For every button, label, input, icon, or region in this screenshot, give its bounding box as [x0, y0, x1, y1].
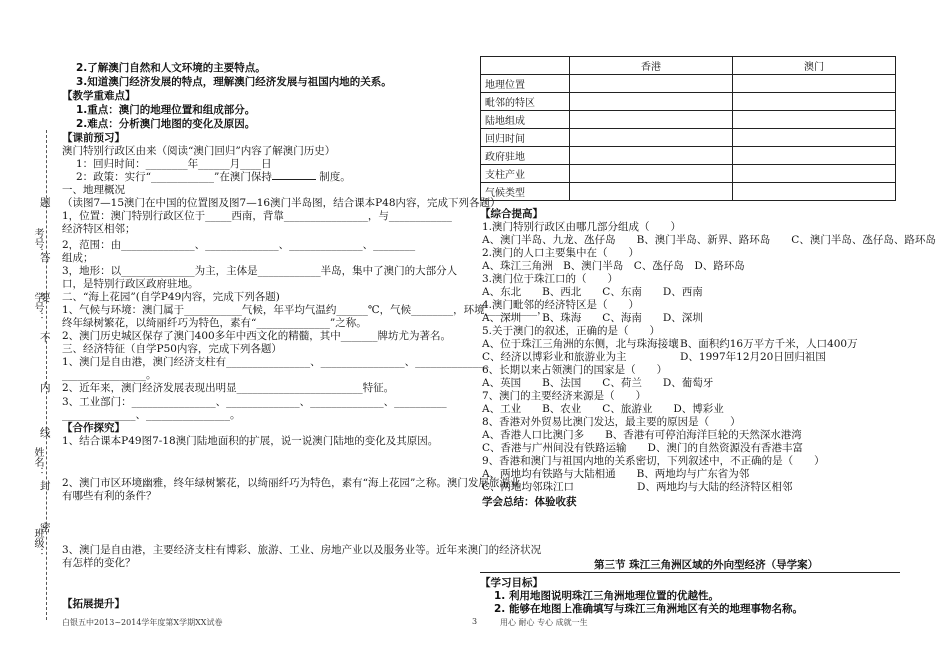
row-label: 回归时间 — [481, 129, 570, 147]
quiz-q1: 1.澳门特别行政区由哪几部分组成（ ） — [482, 221, 682, 233]
study-goal-1: 1. 利用地图说明珠江三角洲地理位置的优越性。 — [494, 590, 719, 602]
divider — [480, 572, 900, 573]
quiz-q5-option-c: C、经济以博彩业和旅游业为主 — [482, 351, 627, 363]
seal-char: 内 — [40, 382, 51, 394]
seal-char: 题 — [40, 197, 51, 209]
exam-number-label: 考号： — [32, 228, 43, 258]
answer-cell[interactable] — [570, 75, 733, 93]
seal-char: 要 — [40, 292, 51, 304]
hk-macau-comparison-table — [480, 56, 896, 201]
seal-char: 不 — [40, 332, 51, 344]
goal-2: 2.了解澳门自然和人文环境的主要特点。 — [76, 62, 266, 74]
quiz-q5-option-a: A、位于珠江三角洲的东侧，北与珠海接壤 — [482, 338, 679, 350]
cooperation-question-2: 2、澳门市区环境幽雅，终年绿树繁花，以绮丽纤巧为特色，素有“海上花园”之称。澳门发展旅游业 — [62, 477, 521, 489]
quiz-q8-options-ab: A、香港人口比澳门多 B、香港有可停泊海洋巨轮的天然深水港湾 — [482, 429, 802, 441]
table-header-cell — [481, 57, 570, 75]
table-row — [481, 75, 896, 93]
quiz-q2: 2.澳门的人口主要集中在（ ） — [482, 247, 640, 259]
answer-cell[interactable] — [733, 183, 896, 201]
quiz-q8-options-cd: C、香港与广州间没有铁路运输 D、澳门的自然资源没有香港丰富 — [482, 442, 803, 454]
section-1-title: 一、地理概况 — [62, 184, 125, 196]
goal-3: 3.知道澳门经济发展的特点，理解澳门经济发展与祖国内地的关系。 — [76, 76, 392, 88]
student-number-label: 学号： — [32, 292, 43, 322]
quiz-q7-options: A、工业 B、农业 C、旅游业 D、博彩业 — [482, 403, 724, 415]
quiz-q9: 9、香港和澳门与祖国内地的关系密切，下列叙述中，不正确的是（ ） — [482, 455, 825, 467]
extension-header: 【拓展提升】 — [62, 598, 125, 610]
quiz-q2-options: A、珠江三角洲 B、澳门半岛 C、氹仔岛 D、路环岛 — [482, 260, 745, 272]
answer-cell[interactable] — [570, 183, 733, 201]
answer-cell[interactable] — [570, 129, 733, 147]
table-row — [481, 129, 896, 147]
row-label: 支柱产业 — [481, 165, 570, 183]
quiz-q5: 5.关于澳门的叙述，正确的是（ ） — [482, 325, 661, 337]
quiz-q8: 8、香港对外贸易比澳门发达，最主要的原因是（ ） — [482, 416, 741, 428]
quiz-q4: 4.澳门毗邻的经济特区是（ ） — [482, 299, 640, 311]
section-3-title: 三、经济特征（自学P50内容，完成下列各题） — [62, 343, 282, 355]
answer-cell[interactable] — [570, 111, 733, 129]
table-row — [481, 111, 896, 129]
table-row — [481, 93, 896, 111]
row-label: 政府驻地 — [481, 147, 570, 165]
cooperation-header: 【合作探究】 — [62, 422, 125, 434]
cooperation-question-3: 3、澳门是自由港，主要经济支柱有博彩、旅游、工业、房地产业以及服务业等。近年来澳门的经济状况 — [62, 544, 542, 556]
summary-line: 学会总结：体验收获 — [482, 496, 577, 508]
seal-char: 线 — [40, 427, 51, 439]
study-goal-2: 2. 能够在地图上准确填写与珠江三角洲地区有关的地理事物名称。 — [494, 603, 803, 615]
footer-motto: 用心 耐心 专心 成就一生 — [500, 618, 588, 627]
answer-cell[interactable] — [733, 75, 896, 93]
table-header-row — [481, 57, 896, 75]
seal-char: 答 — [40, 252, 51, 264]
name-label: 姓名： — [32, 447, 43, 477]
table-row — [481, 183, 896, 201]
cooperation-question-3-cont: 有怎样的变化？ — [62, 557, 136, 569]
cooperation-question-2-cont: 有哪些有利的条件？ — [62, 490, 157, 502]
history-question: 2、澳门历史城区保存了澳门400多年中西文化的精髓，其中_______牌坊尤为著名。 — [62, 330, 451, 342]
quiz-q1-options: A、澳门半岛、九龙、氹仔岛 B、澳门半岛、新界、路环岛 C、澳门半岛、氹仔岛、路环岛 — [482, 234, 936, 246]
footer-school: 白银五中2013~2014学年度第X学期XX试卷 — [62, 618, 223, 627]
economy-question-1-cont: ________________。 — [62, 369, 157, 381]
industry-question-cont: ______________、________________。 — [62, 409, 241, 421]
study-goals-header: 【学习目标】 — [480, 577, 543, 589]
preview-header: 【课前预习】 — [62, 132, 125, 144]
quiz-q6: 6、长期以来占领澳门的国家是（ ） — [482, 364, 668, 376]
table-row — [481, 147, 896, 165]
answer-cell[interactable] — [733, 93, 896, 111]
economy-question-2: 2、近年来，澳门经济发展表现出明显________________________特征。 — [62, 382, 395, 394]
table-row — [481, 165, 896, 183]
section-1-note: （读图7—15澳门在中国的位置图及图7—16澳门半岛图，结合课本P48内容，完成下列各题） — [62, 197, 501, 209]
page-number: 3 — [472, 617, 478, 626]
climate-question-cont: 终年绿树繁花，以绮丽纤巧为特色，素有“______________”之称。 — [62, 317, 367, 329]
table-header-cell: 香港 — [570, 57, 733, 75]
quiz-q4-options: A、深圳 B、珠海 C、海南 D、深圳 — [482, 312, 703, 324]
answer-cell[interactable] — [733, 129, 896, 147]
policy-question: 2：政策：实行“____________”在澳门保持 制度。 — [76, 171, 351, 183]
quiz-q9-options-cd: C、两地均邻珠江口 D、两地均与大陆的经济特区相邻 — [482, 481, 793, 493]
answer-cell[interactable] — [570, 93, 733, 111]
section-2-title: 二、“海上花园”(自学P49内容，完成下列各题) — [62, 291, 280, 303]
answer-cell[interactable] — [570, 165, 733, 183]
position-question-cont: 经济特区相邻； — [62, 223, 136, 235]
row-label: 毗邻的特区 — [481, 93, 570, 111]
key-point-2: 2.难点：分析澳门地图的变化及原因。 — [76, 118, 256, 130]
terrain-question: 3，地形：以______________为主，主体是____________半岛，集中了澳门的大部分人 — [62, 265, 458, 277]
row-label: 陆地组成 — [481, 111, 570, 129]
range-question-cont: 组成； — [62, 252, 94, 264]
climate-question: 1、气候与环境：澳门属于___________气候，年平均气温约______℃，气候________，环境__________， — [62, 304, 548, 316]
seal-char: 封 — [40, 480, 51, 492]
key-points-header: 【教学重难点】 — [62, 90, 136, 102]
answer-cell[interactable] — [733, 111, 896, 129]
return-date-question: 1：回归时间：________年______月____日 — [76, 158, 272, 170]
quiz-q5-option-d: D、1997年12月20日回归祖国 — [680, 351, 826, 363]
quiz-q5-option-b: B、面积约16万平方千米，人口400万 — [680, 338, 858, 350]
quiz-q3-options: A、东北 B、西北 C、东南 D、西南 — [482, 286, 703, 298]
table-header-cell: 澳门 — [733, 57, 896, 75]
key-point-1: 1.重点：澳门的地理位置和组成部分。 — [76, 104, 256, 116]
answer-cell[interactable] — [733, 165, 896, 183]
row-label: 地理位置 — [481, 75, 570, 93]
economy-question-1: 1、澳门是自由港，澳门经济支柱有________________、________________、______________ — [62, 356, 489, 368]
answer-cell[interactable] — [570, 147, 733, 165]
answer-cell[interactable] — [733, 147, 896, 165]
quiz-q9-options-ab: A、两地均有铁路与大陆相通 B、两地均与广东省为邻 — [482, 468, 750, 480]
seal-char: 密 — [40, 522, 51, 534]
preview-intro: 澳门特别行政区由来（阅读“澳门回归”内容了解澳门历史） — [62, 145, 336, 157]
integrate-header: 【综合提高】 — [480, 208, 543, 220]
quiz-q3: 3.澳门位于珠江口的（ ） — [482, 273, 619, 285]
class-label: 班级： — [32, 528, 43, 558]
next-section-title: 第三节 珠江三角洲区域的外向型经济（导学案） — [594, 559, 819, 571]
terrain-question-cont: 口，是特别行政区政府驻地。 — [62, 278, 199, 290]
quiz-q7: 7、澳门的主要经济来源是（ ） — [482, 390, 647, 402]
range-question: 2，范围：由______________、______________、______________、________ — [62, 239, 416, 251]
cooperation-question-1: 1、结合课本P49图7-18澳门陆地面积的扩展，说一说澳门陆地的变化及其原因。 — [62, 435, 439, 447]
position-question: 1，位置：澳门特别行政区位于_____西南，背靠________________，与____________ — [62, 210, 452, 222]
quiz-q6-options: A、英国 B、法国 C、荷兰 D、葡萄牙 — [482, 377, 714, 389]
row-label: 气候类型 — [481, 183, 570, 201]
industry-question: 3、工业部门：________________、______________、______________、__________ — [62, 396, 447, 408]
